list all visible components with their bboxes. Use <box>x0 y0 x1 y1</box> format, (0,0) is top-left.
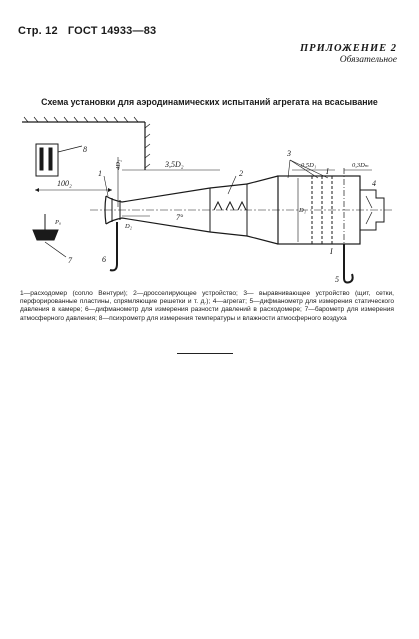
section-I-bottom: I <box>330 247 333 256</box>
label-1: 1 <box>98 169 102 178</box>
dim-0-3d: 0,3Dₘ <box>352 162 369 169</box>
figure-caption: 1—расходомер (сопло Вентури); 2—дросселирующее устройство; 3— выравнивающее устройство (щит, сетки, перфорированные пластины, спрямляющие решетки и т. д.); 4—агрегат; 5—дифманометр для измерения статического давления в камере; 6—дифманометр для измерения разности давлений в расходомере; 7—барометр для измерения атмосферного давления; 8—психрометр для измерения температуры и влажности атмосферного воздуха <box>20 290 394 322</box>
appendix-heading <box>300 43 397 65</box>
section-I-top: I <box>326 167 329 176</box>
page-header <box>18 25 156 37</box>
dim-d2: D₂ <box>125 223 132 230</box>
dim-3-5d: 3,5D₂ <box>165 160 184 169</box>
divider <box>177 353 233 354</box>
angle-7: 7° <box>176 213 184 222</box>
label-8: 8 <box>83 145 87 154</box>
barometer <box>33 214 66 257</box>
dim-100: 100₂ <box>57 179 72 188</box>
page-number: Стр. 12 <box>18 25 58 37</box>
dim-d1: D₁ <box>299 207 306 214</box>
appendix-subtitle: Обязательное <box>339 55 397 65</box>
test-setup-diagram <box>0 112 419 287</box>
figure-title: Схема установки для аэродинамических испытаний агрегата на всасывание <box>41 97 378 107</box>
label-7: 7 <box>68 256 72 265</box>
label-6: 6 <box>102 255 106 264</box>
label-pa: Pₐ <box>55 219 61 226</box>
label-5: 5 <box>335 275 339 284</box>
dim-4d: 4D₂ <box>115 159 122 170</box>
label-3: 3 <box>287 149 291 158</box>
standard-number: ГОСТ 14933—83 <box>67 25 157 37</box>
appendix-title: ПРИЛОЖЕНИЕ 2 <box>300 43 397 54</box>
label-4: 4 <box>372 179 376 188</box>
label-2: 2 <box>239 169 243 178</box>
dim-0-5d: 0,5D₁ <box>301 162 317 169</box>
psychrometer <box>36 144 82 176</box>
